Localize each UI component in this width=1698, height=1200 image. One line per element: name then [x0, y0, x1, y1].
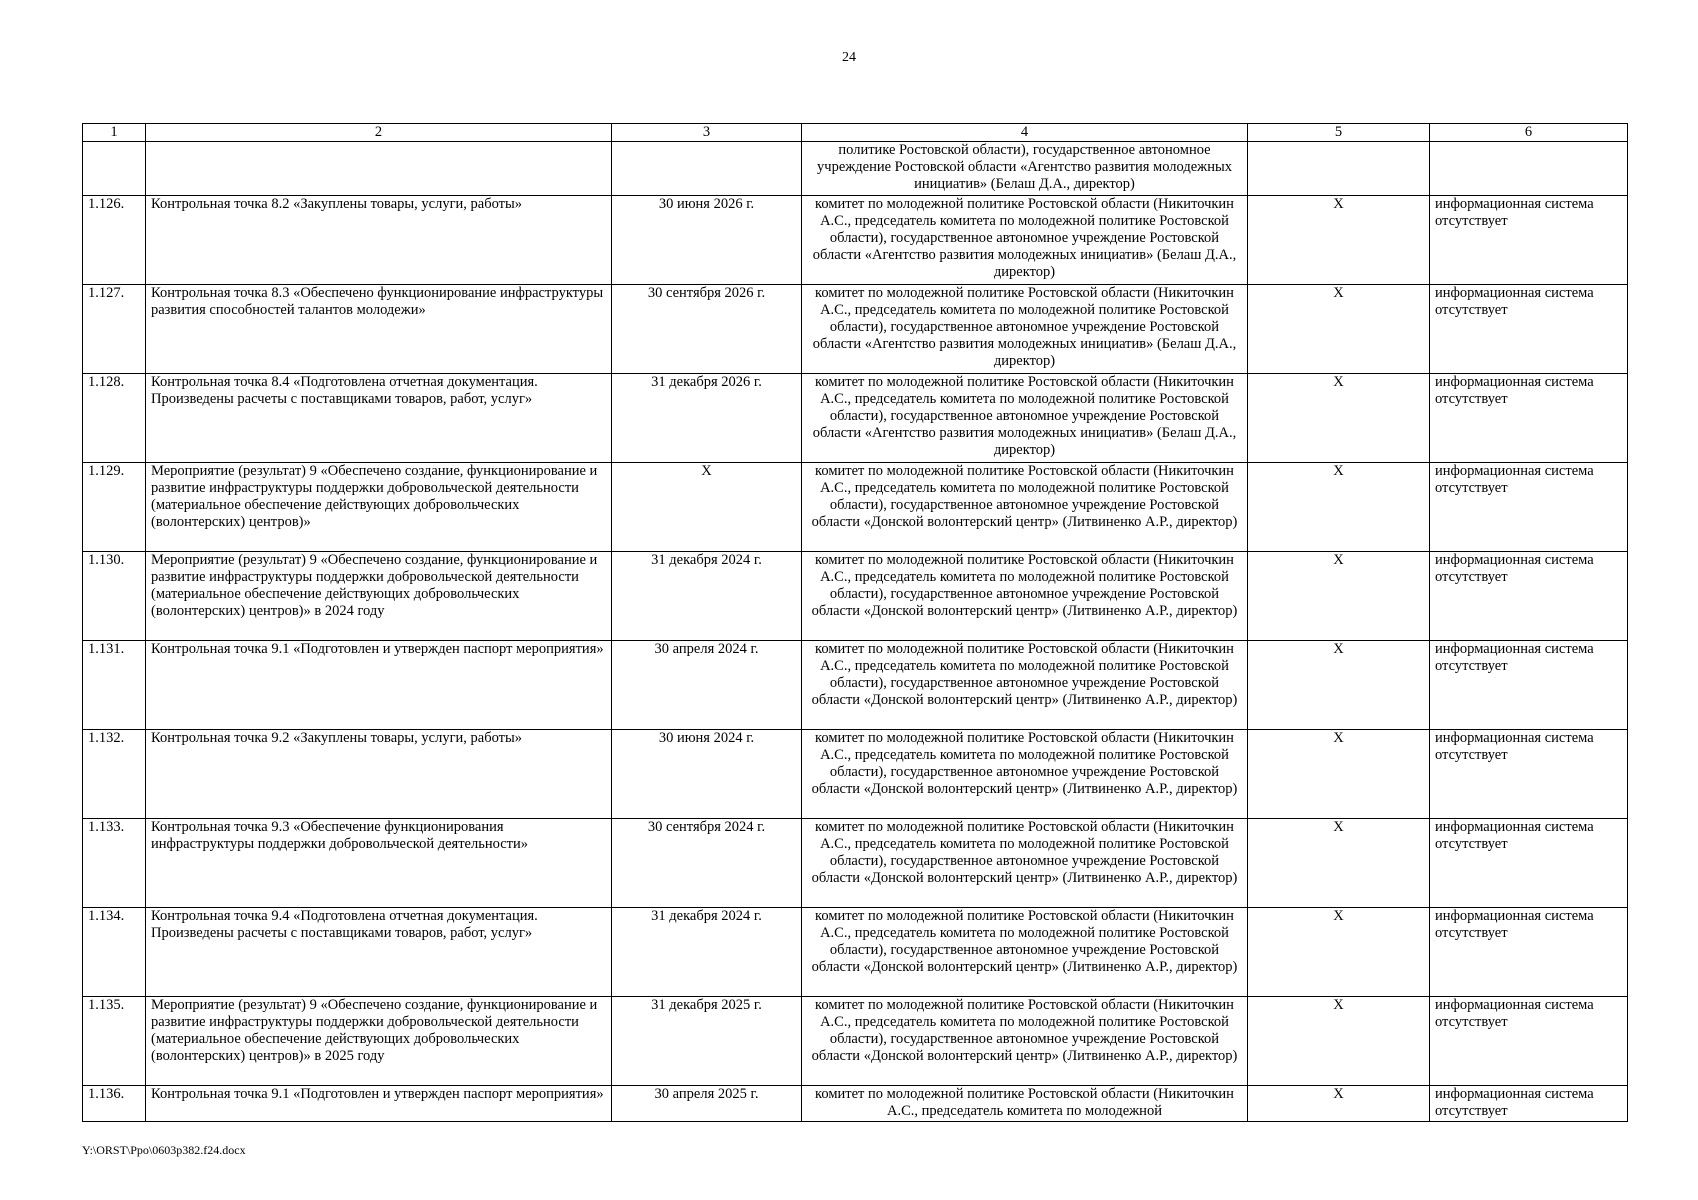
table-row: [83, 730, 1628, 819]
row-info-system: информационная система отсутствует: [1430, 641, 1628, 730]
row-mark: Х: [1248, 374, 1430, 463]
row-name: [146, 142, 612, 196]
row-date: 30 июня 2026 г.: [612, 196, 802, 285]
row-name: Контрольная точка 8.3 «Обеспечено функционирование инфраструктуры развития способностей талантов молодежи»: [146, 285, 612, 374]
row-mark: Х: [1248, 463, 1430, 552]
row-responsible: комитет по молодежной политике Ростовской области (Никиточкин А.С., председатель комитета по молодежной политике Ростовской области), государственное автономное учреждение Ростовской области «Агентство развития молодежных инициатив» (Белаш Д.А., директор): [802, 285, 1248, 374]
header-cell: 2: [146, 124, 612, 142]
row-date: 30 сентября 2024 г.: [612, 819, 802, 908]
row-name: Мероприятие (результат) 9 «Обеспечено создание, функционирование и развитие инфраструктуры поддержки добровольческой деятельности (материальное обеспечение действующих добровольческих (волонтерских) центров)» в 2024 году: [146, 552, 612, 641]
row-info-system: информационная система отсутствует: [1430, 463, 1628, 552]
row-number: 1.135.: [83, 997, 146, 1086]
table-row: [83, 142, 1628, 196]
row-number: 1.133.: [83, 819, 146, 908]
table-body: [83, 142, 1628, 1122]
row-mark: [1248, 142, 1430, 196]
row-responsible: комитет по молодежной политике Ростовской области (Никиточкин А.С., председатель комитета по молодежной политике Ростовской области), государственное автономное учреждение Ростовской области «Донской волонтерский центр» (Литвиненко А.Р., директор): [802, 819, 1248, 908]
row-responsible: комитет по молодежной политике Ростовской области (Никиточкин А.С., председатель комитета по молодежной политике Ростовской области), государственное автономное учреждение Ростовской области «Донской волонтерский центр» (Литвиненко А.Р., директор): [802, 997, 1248, 1086]
row-number: 1.130.: [83, 552, 146, 641]
row-number: 1.129.: [83, 463, 146, 552]
row-date: 31 декабря 2026 г.: [612, 374, 802, 463]
row-number: 1.136.: [83, 1086, 146, 1122]
header-cell: 4: [802, 124, 1248, 142]
row-responsible: комитет по молодежной политике Ростовской области (Никиточкин А.С., председатель комитета по молодежной политике Ростовской области), государственное автономное учреждение Ростовской области «Донской волонтерский центр» (Литвиненко А.Р., директор): [802, 730, 1248, 819]
row-mark: Х: [1248, 196, 1430, 285]
row-number: 1.134.: [83, 908, 146, 997]
row-mark: Х: [1248, 819, 1430, 908]
header-cell: 6: [1430, 124, 1628, 142]
row-number: 1.126.: [83, 196, 146, 285]
header-cell: 5: [1248, 124, 1430, 142]
row-mark: Х: [1248, 1086, 1430, 1122]
table-row: [83, 463, 1628, 552]
row-number: 1.132.: [83, 730, 146, 819]
row-mark: Х: [1248, 285, 1430, 374]
row-responsible: комитет по молодежной политике Ростовской области (Никиточкин А.С., председатель комитета по молодежной политике Ростовской области), государственное автономное учреждение Ростовской области «Донской волонтерский центр» (Литвиненко А.Р., директор): [802, 641, 1248, 730]
table-row: [83, 908, 1628, 997]
row-name: Мероприятие (результат) 9 «Обеспечено создание, функционирование и развитие инфраструктуры поддержки добровольческой деятельности (материальное обеспечение действующих добровольческих (волонтерских) центров)» в 2025 году: [146, 997, 612, 1086]
row-date: 30 апреля 2024 г.: [612, 641, 802, 730]
table-row: [83, 819, 1628, 908]
table-row: [83, 552, 1628, 641]
row-name: Контрольная точка 9.3 «Обеспечение функционирования инфраструктуры поддержки добровольческой деятельности»: [146, 819, 612, 908]
row-responsible: комитет по молодежной политике Ростовской области (Никиточкин А.С., председатель комитета по молодежной политике Ростовской области), государственное автономное учреждение Ростовской области «Донской волонтерский центр» (Литвиненко А.Р., директор): [802, 463, 1248, 552]
table-row: [83, 285, 1628, 374]
row-mark: Х: [1248, 908, 1430, 997]
row-info-system: [1430, 142, 1628, 196]
row-number: 1.131.: [83, 641, 146, 730]
row-info-system: информационная система отсутствует: [1430, 730, 1628, 819]
row-name: Мероприятие (результат) 9 «Обеспечено создание, функционирование и развитие инфраструктуры поддержки добровольческой деятельности (материальное обеспечение действующих добровольческих (волонтерских) центров)»: [146, 463, 612, 552]
header-row: [83, 124, 1628, 142]
row-info-system: информационная система отсутствует: [1430, 997, 1628, 1086]
table-row: [83, 374, 1628, 463]
row-number: [83, 142, 146, 196]
row-mark: Х: [1248, 552, 1430, 641]
row-number: 1.127.: [83, 285, 146, 374]
row-date: [612, 142, 802, 196]
table-row: [83, 641, 1628, 730]
row-date: Х: [612, 463, 802, 552]
row-name: Контрольная точка 8.2 «Закуплены товары, услуги, работы»: [146, 196, 612, 285]
row-name: Контрольная точка 9.1 «Подготовлен и утвержден паспорт мероприятия»: [146, 641, 612, 730]
plan-table: [82, 123, 1628, 1122]
row-date: 31 декабря 2025 г.: [612, 997, 802, 1086]
row-mark: Х: [1248, 641, 1430, 730]
row-responsible: комитет по молодежной политике Ростовской области (Никиточкин А.С., председатель комитета по молодежной политике Ростовской области), государственное автономное учреждение Ростовской области «Агентство развития молодежных инициатив» (Белаш Д.А., директор): [802, 374, 1248, 463]
row-name: Контрольная точка 8.4 «Подготовлена отчетная документация. Произведены расчеты с поставщиками товаров, работ, услуг»: [146, 374, 612, 463]
page-number: 24: [842, 50, 856, 65]
row-info-system: информационная система отсутствует: [1430, 819, 1628, 908]
row-responsible: комитет по молодежной политике Ростовской области (Никиточкин А.С., председатель комитета по молодежной политике Ростовской области), государственное автономное учреждение Ростовской области «Агентство развития молодежных инициатив» (Белаш Д.А., директор): [802, 196, 1248, 285]
row-date: 30 сентября 2026 г.: [612, 285, 802, 374]
row-date: 30 апреля 2025 г.: [612, 1086, 802, 1122]
row-name: Контрольная точка 9.4 «Подготовлена отчетная документация. Произведены расчеты с поставщиками товаров, работ, услуг»: [146, 908, 612, 997]
row-responsible: комитет по молодежной политике Ростовской области (Никиточкин А.С., председатель комитета по молодежной политике Ростовской области), государственное автономное учреждение Ростовской области «Донской волонтерский центр» (Литвиненко А.Р., директор): [802, 908, 1248, 997]
row-mark: Х: [1248, 730, 1430, 819]
row-info-system: информационная система отсутствует: [1430, 374, 1628, 463]
row-date: 31 декабря 2024 г.: [612, 908, 802, 997]
header-cell: 1: [83, 124, 146, 142]
table-header: [83, 124, 1628, 142]
table-row: [83, 196, 1628, 285]
table-row: [83, 997, 1628, 1086]
row-info-system: информационная система отсутствует: [1430, 908, 1628, 997]
row-number: 1.128.: [83, 374, 146, 463]
row-date: 31 декабря 2024 г.: [612, 552, 802, 641]
row-info-system: информационная система отсутствует: [1430, 552, 1628, 641]
row-mark: Х: [1248, 997, 1430, 1086]
row-name: Контрольная точка 9.2 «Закуплены товары, услуги, работы»: [146, 730, 612, 819]
row-info-system: информационная система отсутствует: [1430, 196, 1628, 285]
file-path: Y:\ORST\Ppo\0603p382.f24.docx: [82, 1143, 246, 1157]
row-date: 30 июня 2024 г.: [612, 730, 802, 819]
row-responsible: комитет по молодежной политике Ростовской области (Никиточкин А.С., председатель комитета по молодежной политике Ростовской области), государственное автономное учреждение Ростовской области «Донской волонтерский центр» (Литвиненко А.Р., директор): [802, 552, 1248, 641]
row-responsible: комитет по молодежной политике Ростовской области (Никиточкин А.С., председатель комитета по молодежной: [802, 1086, 1248, 1122]
row-info-system: информационная система отсутствует: [1430, 285, 1628, 374]
row-info-system: информационная система отсутствует: [1430, 1086, 1628, 1122]
header-cell: 3: [612, 124, 802, 142]
row-responsible: политике Ростовской области), государственное автономное учреждение Ростовской области «Агентство развития молодежных инициатив» (Белаш Д.А., директор): [802, 142, 1248, 196]
row-name: Контрольная точка 9.1 «Подготовлен и утвержден паспорт мероприятия»: [146, 1086, 612, 1122]
table-row: [83, 1086, 1628, 1122]
